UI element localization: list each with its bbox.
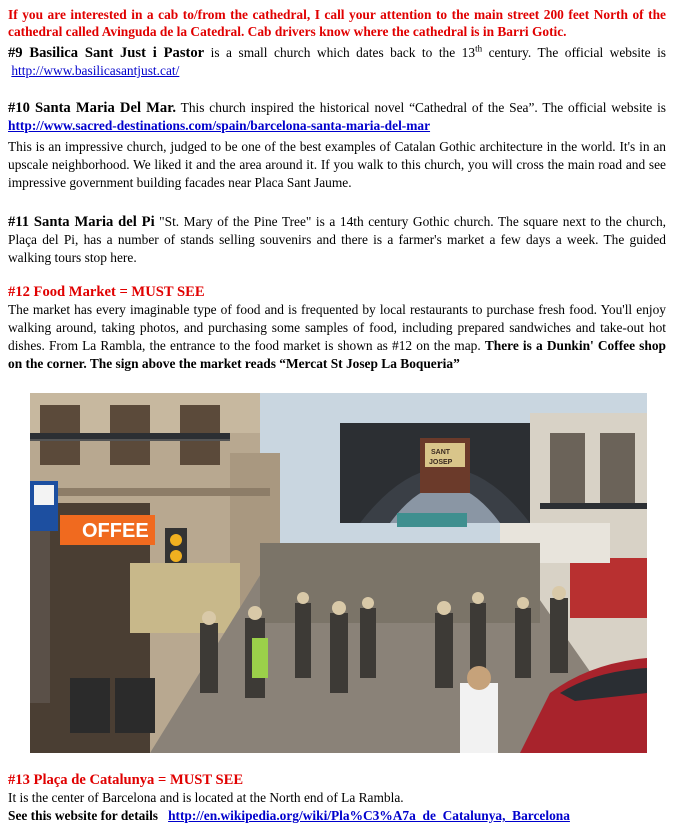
item-9-text-b: century. The official website is bbox=[482, 45, 667, 60]
market-sign-text-1: SANT bbox=[431, 449, 451, 456]
item-12 bbox=[8, 283, 666, 373]
item-12-bold: There is a Dunkin' Coffee shop on the corner. The sign above the market reads “Mercat St Josep La Boqueria” bbox=[8, 338, 666, 371]
item-9 bbox=[8, 44, 666, 80]
item-10 bbox=[8, 99, 666, 135]
item-12-heading: #12 Food Market = MUST SEE bbox=[8, 284, 205, 300]
item-10-para2: This is an impressive church, judged to be one of the best examples of Catalan Gothic architecture in the world. It's in an upscale neighborhood. We liked it and the area around it. If you walk to this church, you will cross the main road and see impressive government building facades near Placa Sant Jaume. bbox=[8, 139, 666, 190]
item-12-text: The market has every imaginable type of food and is frequented by local restaurants to purchase fresh food. You'll enjoy walking around, taking photos, and purchasing some samples of food, including prepared sandwiches and take-out hot dishes. From La Rambla, the entrance to the food market is shown as #12 on the map. bbox=[8, 302, 666, 353]
item-13-see-label: See this website for details bbox=[8, 808, 159, 823]
item-13 bbox=[8, 771, 666, 825]
item-13-heading: #13 Plaça de Catalunya = MUST SEE bbox=[8, 772, 244, 788]
intro-note: If you are interested in a cab to/from the cathedral, I call your attention to the main street 200 feet North of the cathedral called Avinguda de la Catedral. Cab drivers know where the cathedral is in Barri Gotic. bbox=[8, 7, 666, 39]
item-10-link[interactable]: http://www.sacred-destinations.com/spain/barcelona-santa-maria-del-mar bbox=[8, 118, 431, 133]
item-11-text: "St. Mary of the Pine Tree" is a 14th century Gothic church. The square next to the church, Plaça del Pi, has a number of stands selling souvenirs and there is a farmer's market a few days a week. The guided walking tours stop here. bbox=[8, 214, 666, 265]
item-11 bbox=[8, 213, 666, 267]
item-10-heading: #10 Santa Maria Del Mar. bbox=[8, 100, 177, 116]
item-11-heading: #11 Santa Maria del Pi bbox=[8, 214, 155, 230]
item-9-link[interactable]: http://www.basilicasantjust.cat/ bbox=[11, 63, 180, 78]
item-13-link[interactable]: http://en.wikipedia.org/wiki/Pla%C3%A7a_de_Catalunya,_Barcelona bbox=[168, 808, 570, 823]
item-13-text: It is the center of Barcelona and is located at the North end of La Rambla. bbox=[8, 790, 404, 805]
market-sign-text-2: JOSEP bbox=[429, 459, 453, 466]
item-10-text: This church inspired the historical novel “Cathedral of the Sea”. The official website is bbox=[176, 100, 666, 115]
coffee-sign-text: OFFEE bbox=[82, 520, 149, 542]
market-photo bbox=[30, 393, 647, 753]
item-9-text-a: is a small church which dates back to the 13 bbox=[204, 45, 476, 60]
item-9-sup: th bbox=[475, 43, 483, 54]
item-9-heading: #9 Basilica Sant Just i Pastor bbox=[8, 45, 205, 61]
